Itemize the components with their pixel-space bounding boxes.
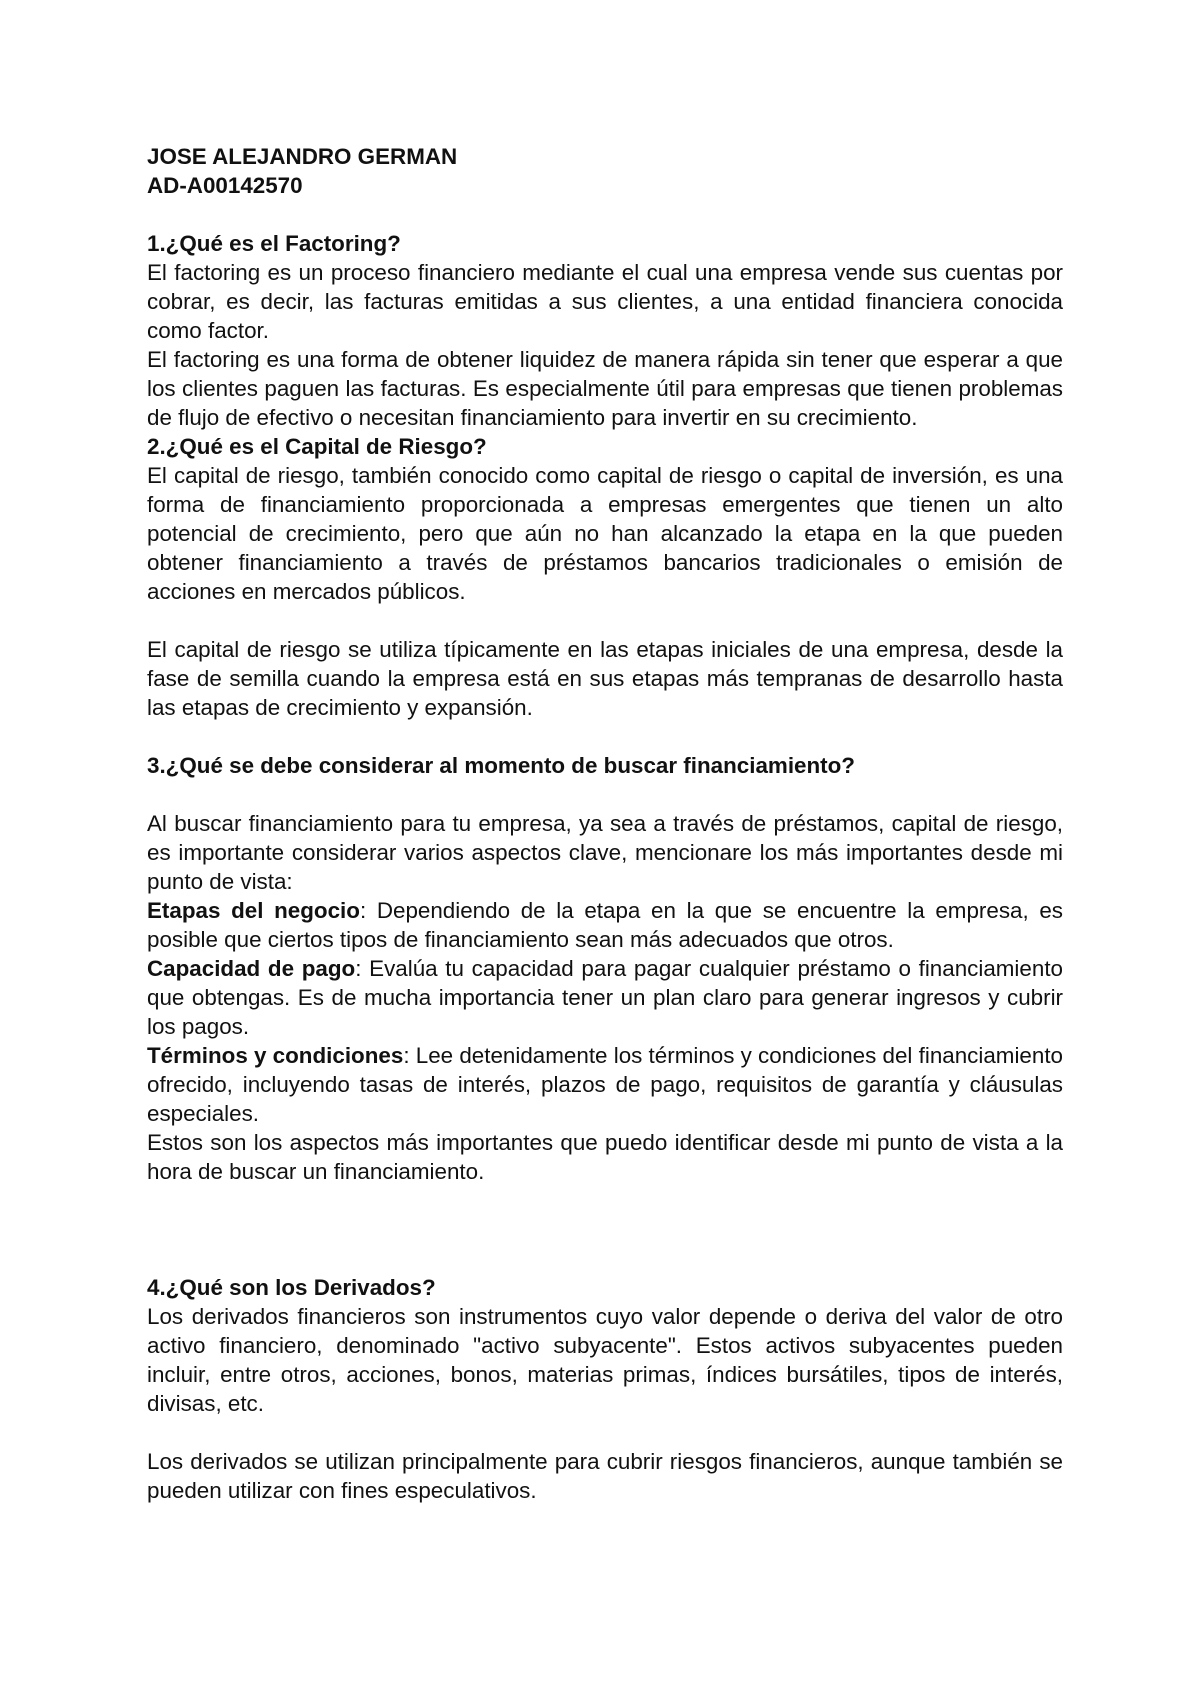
spacer	[147, 200, 1063, 229]
q3-item	[147, 1041, 1063, 1128]
q3-item	[147, 954, 1063, 1041]
spacer	[147, 606, 1063, 635]
q3-intro: Al buscar financiamiento para tu empresa, ya sea a través de préstamos, capital de riesgo, es importante considerar varios aspectos clave, mencionare los más importantes desde mi punto de vista:	[147, 811, 1063, 894]
q3-item-text: : Dependiendo de la etapa en la que se encuentre la empresa, es posible que ciertos tipos de financiamiento sean más adecuados que otros.	[147, 898, 1063, 952]
q1-paragraph-1: El factoring es un proceso financiero mediante el cual una empresa vende sus cuentas por cobrar, es decir, las facturas emitidas a sus clientes, a una entidad financiera conocida como factor.	[147, 260, 1063, 343]
q3-item-term: Términos y condiciones	[147, 1043, 404, 1068]
q4-paragraph-2: Los derivados se utilizan principalmente para cubrir riesgos financieros, aunque también se pueden utilizar con fines especulativos.	[147, 1449, 1063, 1503]
q3-item-text: : Lee detenidamente los términos y condiciones del financiamiento ofrecido, incluyendo tasas de interés, plazos de pago, requisitos de garantía y cláusulas especiales.	[147, 1043, 1064, 1126]
spacer	[147, 780, 1063, 809]
author-name: JOSE ALEJANDRO GERMAN	[147, 144, 458, 169]
document-page	[147, 142, 1063, 1505]
q3-item-term: Capacidad de pago	[147, 956, 356, 981]
spacer	[147, 722, 1063, 751]
spacer	[147, 1186, 1063, 1244]
student-id: AD-A00142570	[147, 173, 303, 198]
q3-item	[147, 896, 1063, 954]
q3-closing: Estos son los aspectos más importantes que puedo identificar desde mi punto de vista a la hora de buscar un financiamiento.	[147, 1130, 1063, 1184]
q2-paragraph-2: El capital de riesgo se utiliza típicamente en las etapas iniciales de una empresa, desde la fase de semilla cuando la empresa está en sus etapas más tempranas de desarrollo hasta las etapas de crecimiento y expansión.	[147, 637, 1063, 720]
spacer	[147, 1418, 1063, 1447]
spacer	[147, 1244, 1063, 1273]
q2-heading: 2.¿Qué es el Capital de Riesgo?	[147, 434, 487, 459]
q3-heading: 3.¿Qué se debe considerar al momento de buscar financiamiento?	[147, 753, 855, 778]
q1-heading: 1.¿Qué es el Factoring?	[147, 231, 401, 256]
q4-heading: 4.¿Qué son los Derivados?	[147, 1275, 436, 1300]
q3-item-term: Etapas del negocio	[147, 898, 360, 923]
q1-paragraph-2: El factoring es una forma de obtener liquidez de manera rápida sin tener que esperar a que los clientes paguen las facturas. Es especialmente útil para empresas que tienen problemas de flujo de efectivo o necesitan financiamiento para invertir en su crecimiento.	[147, 347, 1063, 430]
q4-paragraph-1: Los derivados financieros son instrumentos cuyo valor depende o deriva del valor de otro activo financiero, denominado "activo subyacente". Estos activos subyacentes pueden incluir, entre otros, acciones, bonos, materias primas, índices bursátiles, tipos de interés, divisas, etc.	[147, 1304, 1063, 1416]
q3-item-text: : Evalúa tu capacidad para pagar cualquier préstamo o financiamiento que obtengas. Es de mucha importancia tener un plan claro para generar ingresos y cubrir los pagos.	[147, 956, 1063, 1039]
q2-paragraph-1: El capital de riesgo, también conocido como capital de riesgo o capital de inversión, es una forma de financiamiento proporcionada a empresas emergentes que tienen un alto potencial de crecimiento, pero que aún no han alcanzado la etapa en la que pueden obtener financiamiento a través de préstamos bancarios tradicionales o emisión de acciones en mercados públicos.	[147, 463, 1063, 604]
